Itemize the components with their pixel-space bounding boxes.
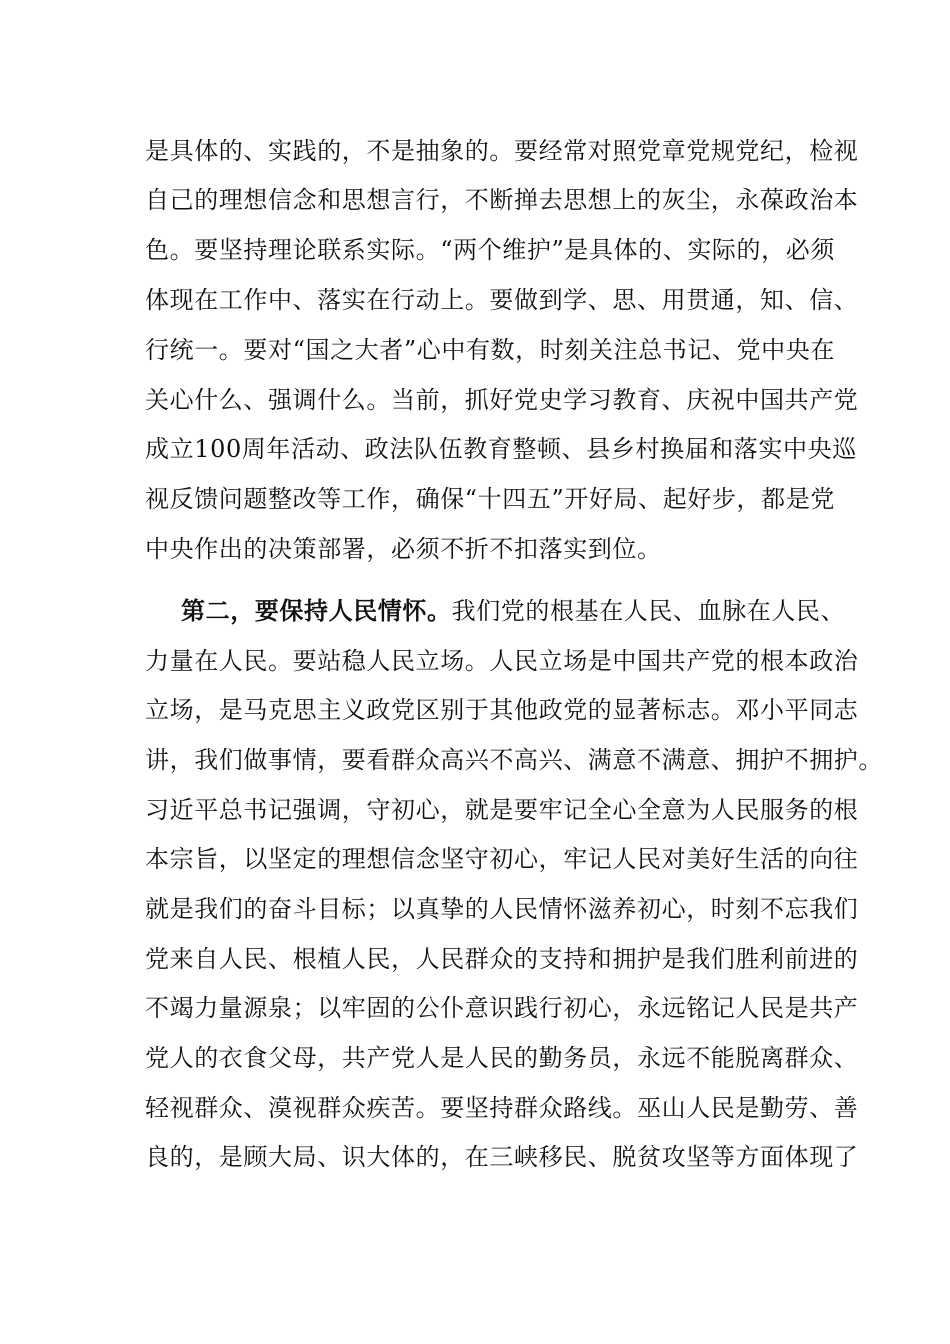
paragraph2-line-7: 就是我们的奋斗目标；以真挚的人民情怀滋养初心，时刻不忘我们: [145, 895, 859, 923]
paragraph2-line-10: 党人的衣食父母，共产党人是人民的勤务员，永远不能脱离群众、: [145, 1044, 859, 1072]
paragraph2-line-4: 讲，我们做事情，要看群众高兴不高兴、满意不满意、拥护不拥护。: [145, 746, 883, 774]
paragraph2-heading: 第二，要保持人民情怀。: [181, 596, 452, 625]
paragraph2-first-line-text: 我们党的根基在人民、血脉在人民、: [451, 597, 846, 625]
paragraph2-line-2: 力量在人民。要站稳人民立场。人民立场是中国共产党的根本政治: [145, 647, 859, 675]
paragraph1-line-4: 体现在工作中、落实在行动上。要做到学、思、用贯通，知、信、: [145, 286, 859, 314]
paragraph1-line-6: 关心什么、强调什么。当前，抓好党史学习教育、庆祝中国共产党: [145, 386, 859, 414]
paragraph1-line-2: 自己的理想信念和思想言行，不断掸去思想上的灰尘，永葆政治本: [145, 186, 859, 214]
paragraph2-line-5: 习近平总书记强调，守初心，就是要牢记全心全意为人民服务的根: [145, 796, 859, 824]
paragraph1-line-5: 行统一。要对“国之大者”心中有数，时刻关注总书记、党中央在: [145, 336, 835, 364]
paragraph2-line-6: 本宗旨，以坚定的理想信念坚守初心，牢记人民对美好生活的向往: [145, 845, 859, 873]
paragraph2-line-3: 立场，是马克思主义政党区别于其他政党的显著标志。邓小平同志: [145, 696, 859, 724]
paragraph2-line-11: 轻视群众、漠视群众疾苦。要坚持群众路线。巫山人民是勤劳、善: [145, 1094, 859, 1122]
paragraph1-line-9: 中央作出的决策部署，必须不折不扣落实到位。: [145, 535, 662, 563]
paragraph1-line-8: 视反馈问题整改等工作，确保“十四五”开好局、起好步，都是党: [145, 485, 835, 513]
paragraph1-line-7: 成立100周年活动、政法队伍教育整顿、县乡村换届和落实中央巡: [145, 435, 857, 463]
paragraph2-line-8: 党来自人民、根植人民，人民群众的支持和拥护是我们胜利前进的: [145, 945, 859, 973]
paragraph2-line-12: 良的，是顾大局、识大体的，在三峡移民、脱贫攻坚等方面体现了: [145, 1143, 859, 1171]
paragraph2-line-9: 不竭力量源泉；以牢固的公仆意识践行初心，永远铭记人民是共产: [145, 994, 859, 1022]
paragraph2-first-line: [181, 596, 861, 626]
paragraph1-line-1: 是具体的、实践的，不是抽象的。要经常对照党章党规党纪，检视: [145, 137, 859, 165]
paragraph1-line-3: 色。要坚持理论联系实际。“两个维护”是具体的、实际的，必须: [145, 236, 835, 264]
